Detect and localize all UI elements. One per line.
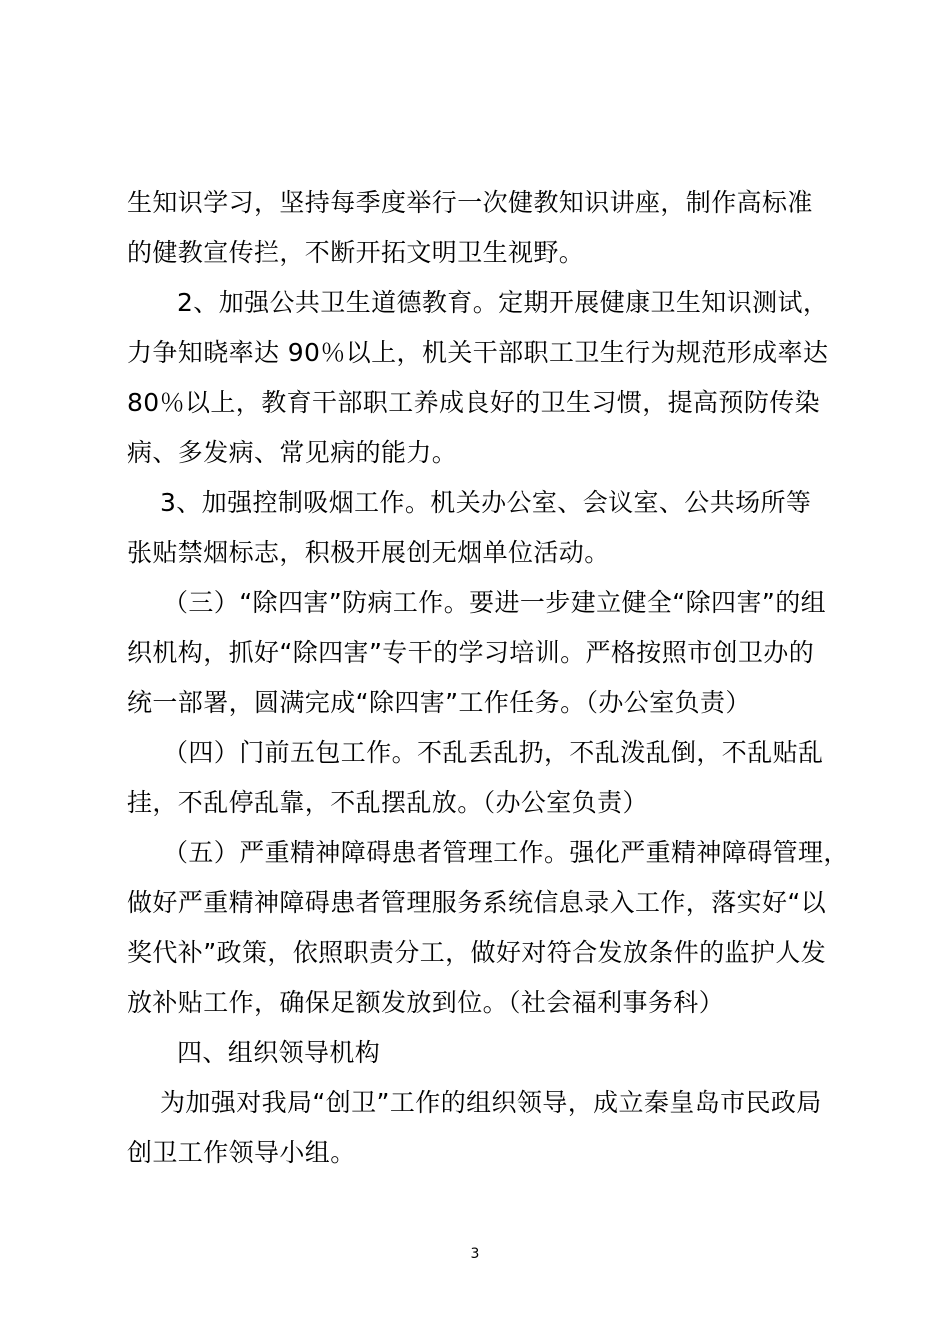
- paragraph-line: 做好严重精神障碍患者管理服务系统信息录入工作，落实好“以: [127, 888, 827, 917]
- paragraph-line: 统一部署，圆满完成“除四害”工作任务。（办公室负责）: [127, 688, 751, 717]
- paragraph-line: 病、多发病、常见病的能力。: [127, 438, 458, 467]
- paragraph-line: 2、加强公共卫生道德教育。定期开展健康卫生知识测试，: [177, 288, 829, 317]
- paragraph-line: 挂，不乱停乱靠，不乱摆乱放。（办公室负责）: [127, 788, 648, 817]
- paragraph-line: 织机构，抓好“除四害”专干的学习培训。严格按照市创卫办的: [127, 638, 815, 667]
- paragraph-line: 为加强对我局“创卫”工作的组织领导，成立秦皇岛市民政局: [160, 1088, 822, 1117]
- paragraph-line: 3、加强控制吸烟工作。机关办公室、会议室、公共场所等: [160, 488, 812, 517]
- paragraph-line: 80％以上，教育干部职工养成良好的卫生习惯，提高预防传染: [127, 388, 821, 417]
- paragraph-line: 生知识学习，坚持每季度举行一次健教知识讲座，制作高标准: [127, 188, 813, 217]
- paragraph-line: 的健教宣传拦，不断开拓文明卫生视野。: [127, 238, 585, 267]
- paragraph-line: 力争知晓率达 90％以上，机关干部职工卫生行为规范形成率达: [127, 338, 829, 367]
- paragraph-line: 张贴禁烟标志，积极开展创无烟单位活动。: [127, 538, 610, 567]
- paragraph-line: 创卫工作领导小组。: [127, 1138, 356, 1167]
- paragraph-line: （四）门前五包工作。不乱丢乱扔，不乱泼乱倒，不乱贴乱: [163, 738, 824, 767]
- paragraph-line: 放补贴工作，确保足额发放到位。（社会福利事务科）: [127, 988, 725, 1017]
- page-number: 3: [470, 1246, 480, 1262]
- paragraph-line: （五）严重精神障碍患者管理工作。强化严重精神障碍管理，: [163, 838, 849, 867]
- paragraph-line: （三）“除四害”防病工作。要进一步建立健全“除四害”的组: [163, 588, 827, 617]
- section-heading: 四、组织领导机构: [177, 1038, 381, 1067]
- paragraph-line: 奖代补”政策，依照职责分工，做好对符合发放条件的监护人发: [127, 938, 827, 967]
